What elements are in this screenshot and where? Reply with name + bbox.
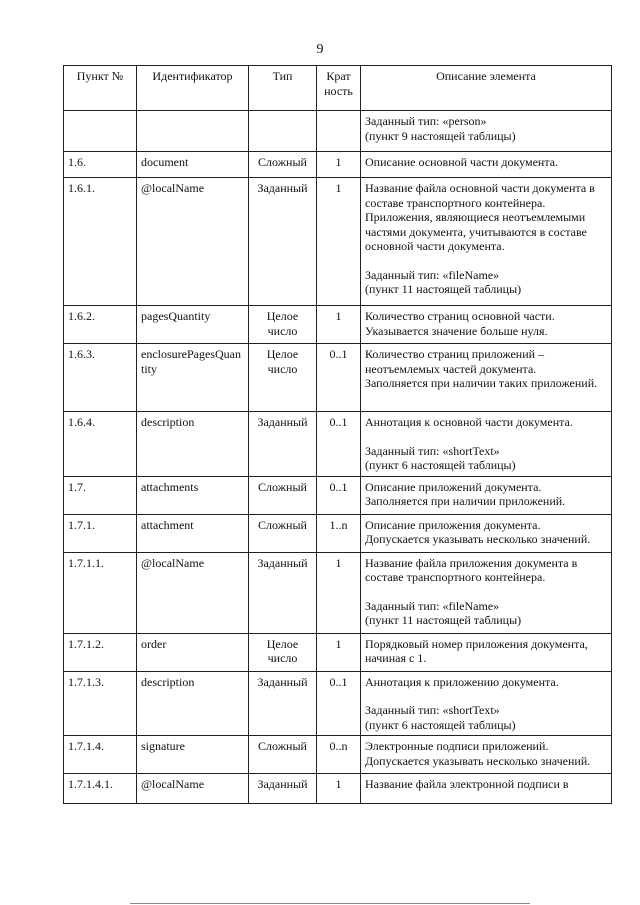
- cell-description: [361, 552, 612, 633]
- table-row: [64, 552, 612, 633]
- table-row: [64, 671, 612, 736]
- cell-type: Целое число: [249, 344, 317, 412]
- description-line: Аннотация к основной части документа.: [365, 415, 573, 429]
- description-line: Описание приложений документа.: [365, 479, 542, 494]
- cell-identifier: document: [137, 152, 249, 178]
- cell-identifier: @localName: [137, 552, 249, 633]
- description-line: Указывается значение больше нуля.: [365, 323, 548, 338]
- cell-identifier: enclosurePagesQuantity: [137, 344, 249, 412]
- description-line: Название файла электронной подписи в: [365, 777, 569, 791]
- description-line: Заданный тип: «fileName»: [365, 598, 500, 613]
- description-line: (пункт 6 настоящей таблицы): [365, 458, 516, 472]
- table-row: [64, 774, 612, 804]
- cell-multiplicity: 0..1: [317, 344, 361, 412]
- cell-description: [361, 671, 612, 736]
- cell-description: [361, 774, 612, 804]
- cell-description: [361, 514, 612, 552]
- cell-type: Сложный: [249, 736, 317, 774]
- description-line: Название файла приложения документа в составе транспортного контейнера.: [365, 555, 578, 584]
- table-row: [64, 633, 612, 671]
- cell-identifier: signature: [137, 736, 249, 774]
- description-line: (пункт 11 настоящей таблицы): [365, 282, 522, 296]
- table-row: [64, 412, 612, 477]
- cell-item: 1.6.3.: [64, 344, 137, 412]
- description-line: Допускается указывать несколько значений.: [365, 532, 591, 546]
- cell-identifier: attachments: [137, 476, 249, 514]
- cell-identifier: [137, 111, 249, 152]
- cell-description: [361, 344, 612, 412]
- cell-item: 1.6.4.: [64, 412, 137, 477]
- header-identifier: Идентификатор: [137, 66, 249, 111]
- description-line: Приложения, являющиеся неотъемлемыми частями документа, учитываются в составе основной части документа.: [365, 210, 587, 253]
- description-line: Количество страниц приложений – неотъемлемых частей документа.: [365, 347, 545, 376]
- description-line: (пункт 11 настоящей таблицы): [365, 613, 522, 627]
- cell-description: [361, 476, 612, 514]
- cell-multiplicity: [317, 111, 361, 152]
- description-line: Заданный тип: «person»: [365, 114, 487, 128]
- description-line: Количество страниц основной части.: [365, 309, 555, 323]
- header-item: Пункт №: [64, 66, 137, 111]
- table-row: [64, 736, 612, 774]
- table-row: [64, 178, 612, 306]
- cell-type: Заданный: [249, 178, 317, 306]
- cell-multiplicity: 0..1: [317, 476, 361, 514]
- cell-description: [361, 178, 612, 306]
- cell-item: 1.7.1.4.1.: [64, 774, 137, 804]
- cell-multiplicity: 1: [317, 633, 361, 671]
- cell-multiplicity: 0..1: [317, 412, 361, 477]
- cell-multiplicity: 1..n: [317, 514, 361, 552]
- cell-description: [361, 412, 612, 477]
- header-multiplicity: Крат ность: [317, 66, 361, 111]
- cell-type: Целое число: [249, 306, 317, 344]
- cell-description: [361, 633, 612, 671]
- description-gap: [365, 430, 607, 444]
- description-line: Описание основной части документа.: [365, 155, 559, 169]
- cell-type: Заданный: [249, 671, 317, 736]
- header-type: Тип: [249, 66, 317, 111]
- cell-type: Сложный: [249, 476, 317, 514]
- cell-type: Сложный: [249, 152, 317, 178]
- cell-multiplicity: 0..1: [317, 671, 361, 736]
- description-line: Допускается указывать несколько значений.: [365, 753, 591, 768]
- table-row: [64, 476, 612, 514]
- header-description: Описание элемента: [361, 66, 612, 111]
- cell-identifier: pagesQuantity: [137, 306, 249, 344]
- cell-multiplicity: 1: [317, 774, 361, 804]
- cell-type: Заданный: [249, 552, 317, 633]
- cell-identifier: description: [137, 412, 249, 477]
- cell-item: [64, 111, 137, 152]
- cell-identifier: @localName: [137, 774, 249, 804]
- cell-description: [361, 736, 612, 774]
- cell-item: 1.7.1.3.: [64, 671, 137, 736]
- cell-description: [361, 306, 612, 344]
- description-line: (пункт 6 настоящей таблицы): [365, 717, 516, 732]
- cell-description: [361, 152, 612, 178]
- description-gap: [365, 689, 607, 703]
- cell-multiplicity: 1: [317, 178, 361, 306]
- description-line: Электронные подписи приложений.: [365, 739, 549, 753]
- page-number: 9: [316, 42, 324, 57]
- description-gap: [365, 254, 607, 268]
- table-header-row: [64, 66, 612, 111]
- description-line: Заполняется при наличии таких приложений.: [365, 376, 598, 390]
- cell-multiplicity: 1: [317, 552, 361, 633]
- cell-type: Заданный: [249, 774, 317, 804]
- description-gap: [365, 585, 607, 599]
- cell-type: Целое число: [249, 633, 317, 671]
- cell-multiplicity: 1: [317, 152, 361, 178]
- cell-item: 1.6.1.: [64, 178, 137, 306]
- cell-item: 1.7.1.1.: [64, 552, 137, 633]
- cell-identifier: attachment: [137, 514, 249, 552]
- cell-type: [249, 111, 317, 152]
- cell-identifier: description: [137, 671, 249, 736]
- table-row: [64, 344, 612, 412]
- cell-identifier: order: [137, 633, 249, 671]
- table-row: [64, 514, 612, 552]
- description-line: Описание приложения документа.: [365, 517, 541, 532]
- table-row: [64, 111, 612, 152]
- element-table: [63, 65, 612, 804]
- description-line: Заданный тип: «fileName»: [365, 267, 500, 282]
- cell-multiplicity: 1: [317, 306, 361, 344]
- table-row: [64, 306, 612, 344]
- description-line: Заданный тип: «shortText»: [365, 443, 500, 458]
- cell-description: [361, 111, 612, 152]
- description-line: Заполняется при наличии приложений.: [365, 494, 566, 508]
- page-bottom-rule: [130, 903, 530, 904]
- description-line: Аннотация к приложению документа.: [365, 674, 559, 689]
- table-row: [64, 152, 612, 178]
- description-line: Порядковый номер приложения документа, начиная с 1.: [365, 636, 588, 665]
- cell-item: 1.7.1.4.: [64, 736, 137, 774]
- cell-type: Заданный: [249, 412, 317, 477]
- cell-item: 1.7.: [64, 476, 137, 514]
- cell-item: 1.7.1.2.: [64, 633, 137, 671]
- description-line: Название файла основной части документа в составе транспортного контейнера.: [365, 181, 595, 210]
- cell-identifier: @localName: [137, 178, 249, 306]
- cell-item: 1.7.1.: [64, 514, 137, 552]
- description-line: Заданный тип: «shortText»: [365, 703, 500, 717]
- cell-item: 1.6.2.: [64, 306, 137, 344]
- cell-multiplicity: 0..n: [317, 736, 361, 774]
- cell-item: 1.6.: [64, 152, 137, 178]
- cell-type: Сложный: [249, 514, 317, 552]
- description-line: (пункт 9 настоящей таблицы): [365, 128, 516, 143]
